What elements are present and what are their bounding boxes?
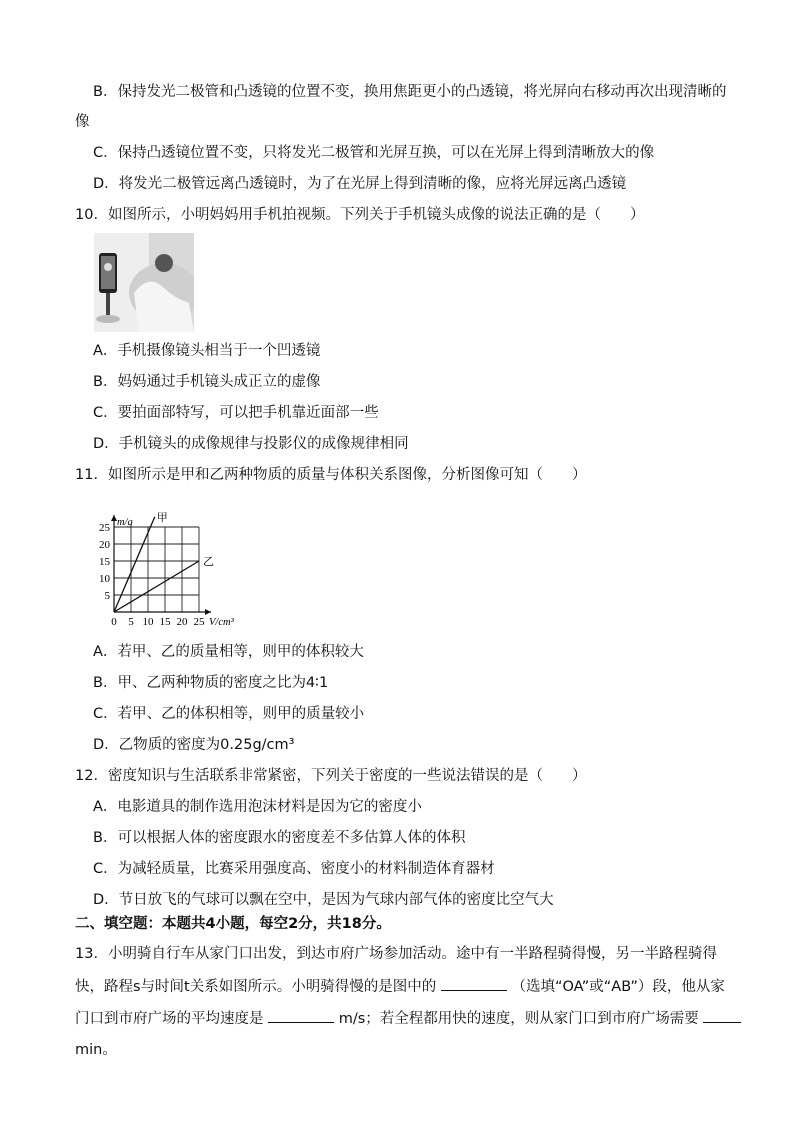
q13-line2-text-b: （选填“OA”或“AB”）段，他从家 (511, 979, 725, 995)
answer-blank-2[interactable] (268, 1008, 334, 1023)
q9-option-b-line1: B．保持发光二极管和凸透镜的位置不变，换用焦距更小的凸透镜，将光屏向右移动再次出现清晰的 (93, 84, 727, 100)
y-tick-label: 15 (99, 556, 110, 568)
mass-volume-chart (88, 500, 248, 632)
x-tick-label: 5 (128, 616, 134, 628)
q13-line2-text-a: 快，路程s与时间t关系如图所示。小明骑得慢的是图中的 (75, 979, 437, 995)
q13-line2 (75, 976, 725, 997)
q12-option-a: A．电影道具的制作选用泡沫材料是因为它的密度小 (93, 799, 422, 815)
x-axis-arrow (205, 609, 211, 615)
q10-option-b: B．妈妈通过手机镜头成正立的虚像 (93, 374, 321, 390)
q9-option-b-line2: 像 (75, 114, 90, 130)
q12-option-b: B．可以根据人体的密度跟水的密度差不多估算人体的体积 (93, 830, 466, 846)
x-axis-label: V/cm³ (209, 617, 234, 628)
y-tick-label: 10 (99, 573, 110, 585)
x-tick-label: 20 (176, 616, 188, 628)
series-line-jia (114, 517, 155, 612)
section-heading: 二、填空题：本题共4小题，每空2分，共18分。 (75, 916, 391, 932)
q13-line3 (75, 1008, 741, 1029)
phone-filming-photo (94, 233, 194, 332)
q11-stem: 11．如图所示是甲和乙两种物质的质量与体积关系图像，分析图像可知（ ） (75, 467, 587, 483)
q13-line1: 13．小明骑自行车从家门口出发，到达市府广场参加活动。途中有一半路程骑得慢，另一半路程骑得 (75, 946, 717, 962)
q12-stem: 12．密度知识与生活联系非常紧密，下列关于密度的一些说法错误的是（ ） (75, 768, 587, 784)
q12-option-c: C．为减轻质量，比赛采用强度高、密度小的材料制造体育器材 (93, 861, 495, 877)
x-tick-label: 0 (111, 616, 117, 628)
y-tick-label: 25 (99, 522, 110, 534)
q12-option-d: D．节日放飞的气球可以飘在空中，是因为气球内部气体的密度比空气大 (93, 892, 554, 908)
series-label-jia: 甲 (156, 510, 168, 524)
y-axis-label: m/g (117, 517, 133, 528)
series-label-yi: 乙 (203, 555, 214, 568)
q11-option-a: A．若甲、乙的质量相等，则甲的体积较大 (93, 644, 364, 660)
q13-line3-text-b: m/s；若全程都用快的速度，则从家门口到市府广场需要 (338, 1011, 699, 1027)
q9-option-c: C．保持凸透镜位置不变，只将发光二极管和光屏互换，可以在光屏上得到清晰放大的像 (93, 145, 655, 161)
q11-option-c: C．若甲、乙的体积相等，则甲的质量较小 (93, 706, 365, 722)
x-tick-label: 15 (159, 616, 171, 628)
q10-option-d: D．手机镜头的成像规律与投影仪的成像规律相同 (93, 436, 409, 452)
q10-option-a: A．手机摄像镜头相当于一个凹透镜 (93, 343, 321, 359)
q11-option-d: D．乙物质的密度为0.25g/cm³ (93, 737, 295, 753)
y-tick-label: 5 (104, 590, 110, 602)
q10-stem: 10．如图所示，小明妈妈用手机拍视频。下列关于手机镜头成像的说法正确的是（ ） (75, 207, 645, 223)
y-tick-label: 20 (99, 539, 110, 551)
series-line-yi (114, 561, 199, 612)
q13-line3-text-a: 门口到市府广场的平均速度是 (75, 1011, 264, 1027)
q13-line4: min。 (75, 1042, 117, 1058)
x-tick-label: 25 (193, 616, 205, 628)
x-tick-label: 10 (142, 616, 154, 628)
q11-option-b: B．甲、乙两种物质的密度之比为4∶1 (93, 675, 329, 691)
q10-option-c: C．要拍面部特写，可以把手机靠近面部一些 (93, 405, 379, 421)
q9-option-d: D．将发光二极管远离凸透镜时，为了在光屏上得到清晰的像，应将光屏远离凸透镜 (93, 176, 627, 192)
answer-blank-3[interactable] (703, 1008, 741, 1023)
answer-blank-1[interactable] (441, 976, 507, 991)
